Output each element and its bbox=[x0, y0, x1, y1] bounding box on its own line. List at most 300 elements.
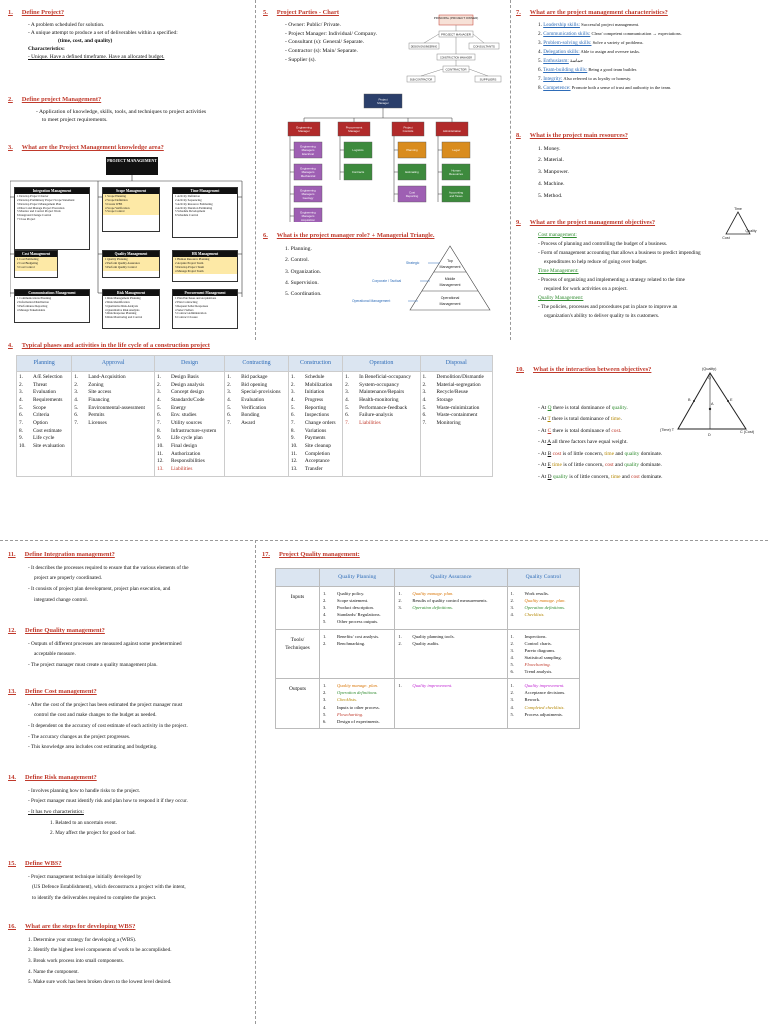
time-title: Time Management: bbox=[538, 267, 579, 274]
org-sub-label: Acquisition bbox=[301, 217, 315, 222]
knowledge-item: 3 Develop Project Management Plan bbox=[17, 201, 62, 206]
quality-item: 5. Flowcharting. bbox=[323, 711, 364, 717]
knowledge-item: 2 Plan Contracting bbox=[175, 300, 198, 305]
section-heading: 7. What are the project management characteristics? bbox=[516, 9, 668, 16]
quality-cell bbox=[320, 587, 395, 630]
section-heading: 16. What are the steps for developing WBS? bbox=[8, 923, 136, 930]
knowledge-item: 4 Direct and Manage Project Execution bbox=[17, 205, 65, 210]
knowledge-item: 3 Request Seller Responses bbox=[175, 303, 209, 308]
text-line: - Process of organizing and implementing a strategy related to the time bbox=[538, 277, 685, 284]
managerial-triangle bbox=[350, 242, 500, 316]
lifecycle-item: 10. Site evaluation bbox=[19, 443, 65, 450]
knowledge-box-title: Procurement Management bbox=[173, 290, 237, 296]
tri-time-label: (Time) T bbox=[660, 428, 675, 432]
lifecycle-header: Contracting bbox=[225, 356, 289, 372]
knowledge-item: 1 Quality Planning bbox=[105, 257, 128, 262]
strategic-label: Strategic bbox=[406, 261, 420, 265]
org-sub-label: Engineering bbox=[300, 166, 316, 171]
org-sub-label: and Taxes bbox=[449, 194, 463, 198]
knowledge-item: 1 Communications Planning bbox=[17, 296, 52, 301]
lifecycle-header: Operation bbox=[343, 356, 420, 372]
quality-table bbox=[275, 568, 580, 729]
knowledge-box bbox=[172, 250, 238, 282]
tri-top2: Management bbox=[439, 265, 461, 269]
knowledge-item: 1 Activity Definition bbox=[175, 194, 200, 199]
knowledge-box bbox=[172, 289, 238, 329]
objectives-triangle bbox=[718, 206, 758, 240]
lifecycle-item: 13. Transfer bbox=[290, 466, 323, 473]
org-sub-label: Planning bbox=[406, 148, 418, 153]
column-divider-right bbox=[510, 0, 511, 340]
tri-quality-label: (Quality) bbox=[702, 367, 717, 371]
quality-item: 2. Control charts. bbox=[510, 640, 552, 646]
section-resources bbox=[516, 131, 764, 202]
knowledge-item: 7 Close Project bbox=[17, 216, 36, 221]
text-line: - Involves planning how to handle risks to the project. bbox=[28, 787, 141, 794]
characteristic-item: 5. Enthusiasm: حماسة bbox=[538, 57, 583, 64]
knowledge-box-title: Integration Management bbox=[15, 188, 89, 194]
lifecycle-item: 1. Design Basis bbox=[156, 374, 199, 380]
resource-item: 2. Material. bbox=[538, 157, 564, 164]
lifecycle-item: 2. Zoning bbox=[74, 381, 104, 388]
org-sub-label: Reporting bbox=[405, 194, 419, 198]
interaction-line: - At B cost is of little concern, time and quality dominate. bbox=[538, 450, 663, 457]
knowledge-box bbox=[14, 187, 90, 250]
section-define-project bbox=[8, 8, 253, 61]
lifecycle-header: Construction bbox=[288, 356, 342, 372]
lifecycle-item: 6. Waste-containment bbox=[422, 412, 478, 419]
lifecycle-item: 7. Change orders bbox=[290, 420, 336, 427]
lifecycle-item: 13. Liabilities bbox=[156, 466, 193, 473]
quality-item: 2. Quality manage. plan. bbox=[510, 598, 566, 604]
party-owner: - Owner: Public/ Private. bbox=[285, 21, 341, 28]
lifecycle-item: 7. Award bbox=[227, 420, 256, 427]
text-line: 1. Related to an uncertain event. bbox=[50, 819, 117, 826]
tri-a: A bbox=[711, 402, 714, 406]
org-sub-label: Managers bbox=[301, 148, 315, 153]
quality-item: 1. Work results. bbox=[510, 591, 549, 596]
section-cost-mgmt bbox=[8, 687, 253, 753]
quality-item: 1. Quality improvement. bbox=[510, 683, 565, 689]
lifecycle-column bbox=[343, 372, 420, 477]
resources-list bbox=[516, 144, 764, 203]
lifecycle-item: 1. A/E Selection bbox=[19, 374, 63, 380]
interaction-line: - At C there is total dominance of cost. bbox=[538, 427, 622, 434]
quality-item: 1. Quality manage. plan. bbox=[398, 591, 454, 596]
lifecycle-item: 6. Failure-analysis bbox=[345, 412, 393, 419]
knowledge-item: 2 Develop Preliminary Project Scope Statement bbox=[17, 198, 75, 203]
quality-item: 1. Quality policy. bbox=[323, 591, 365, 596]
quality-item: 3. Pareto diagrams. bbox=[510, 647, 556, 653]
org-sub-label: Managers bbox=[301, 214, 315, 219]
quality-item: 1. Benefits/ cost analysis. bbox=[323, 633, 380, 639]
quality-row bbox=[276, 679, 580, 729]
section-lifecycle bbox=[8, 341, 508, 354]
quality-item: 4. Statistical sampling. bbox=[510, 654, 562, 660]
section-wbs bbox=[8, 859, 253, 904]
lifecycle-column bbox=[154, 372, 224, 477]
text-line: - After the cost of the project has been estimated the project manager must bbox=[28, 701, 183, 708]
org-sub-label: Geology bbox=[302, 195, 314, 200]
tri-mid2: Management bbox=[439, 283, 461, 287]
quality-cell bbox=[395, 587, 507, 630]
lifecycle-item: 3. Special-provisions bbox=[227, 389, 281, 396]
quality-item: 2. Acceptance decisions. bbox=[510, 690, 566, 696]
text-line: project are properly coordinated. bbox=[34, 575, 102, 582]
role-item: 1. Planning. bbox=[285, 245, 312, 252]
knowledge-item: 4 Quantitative Risk Analysis bbox=[105, 307, 140, 312]
org-head-label: Procurement bbox=[345, 125, 363, 130]
lifecycle-item: 5. Waste-minimization bbox=[422, 404, 480, 411]
quality-item: 1. Quality improvement. bbox=[398, 683, 453, 689]
lifecycle-item: 12. Acceptance bbox=[290, 458, 330, 465]
interaction-line: - At D quality is of little concern, time and cost dominate. bbox=[538, 473, 663, 480]
knowledge-item: 2 Activity Sequencing bbox=[175, 198, 202, 203]
text-line: 2. May affect the project for good or bad. bbox=[50, 830, 136, 837]
text-line: - Form of management accounting that allows a business to predict impending bbox=[538, 249, 701, 256]
lifecycle-item: 7. Option bbox=[19, 420, 48, 427]
party-suppliers: SUPPLIERS bbox=[479, 77, 497, 82]
tri-time: Time bbox=[734, 207, 742, 211]
text-line: required for work activities on a project. bbox=[544, 286, 628, 293]
knowledge-item: 5 Monitor and Control Project Work bbox=[17, 209, 61, 214]
party-contractor: - Contractor (s): Main/ Separate. bbox=[285, 48, 358, 55]
quality-item: 2. Results of quality control measurements. bbox=[398, 598, 488, 604]
text-line: - Process of planning and controlling the budget of a business. bbox=[538, 240, 668, 247]
quality-item: 3. Product description. bbox=[323, 605, 374, 611]
text-line: - This knowledge area includes cost estimating and budgeting. bbox=[28, 744, 158, 751]
text-line: - The project manager must create a quality management plan. bbox=[28, 661, 158, 668]
lifecycle-item: 8. Infrastructure-system bbox=[156, 427, 217, 434]
knowledge-item: 5 Risk Response Planning bbox=[105, 311, 137, 316]
section-heading: 6. What is the project manager role? + Managerial Triangle. bbox=[263, 232, 435, 239]
tri-q: Q bbox=[708, 376, 711, 380]
lifecycle-header: Planning bbox=[17, 356, 72, 372]
knowledge-box-title: Cost Management bbox=[15, 251, 57, 257]
lifecycle-item: 2. System-occupancy bbox=[345, 381, 400, 388]
org-sub-label: Logistics bbox=[352, 148, 364, 153]
tri-low2: Management bbox=[439, 302, 461, 306]
lifecycle-item: 1. Land-Acquisition bbox=[74, 374, 126, 380]
section-heading: 2. Define project Management? bbox=[8, 96, 102, 103]
party-cm: CONSTRUCTION MANAGER bbox=[439, 56, 473, 60]
characteristic-item: 8. Competence: Promote both a sense of trust and authority in the team. bbox=[538, 85, 672, 92]
role-item: 2. Control. bbox=[285, 257, 310, 264]
quality-item: 3. Checklists. bbox=[323, 697, 358, 703]
lifecycle-item: 6. Inspections bbox=[290, 412, 330, 419]
knowledge-item: 1 Scope Planning bbox=[105, 194, 126, 199]
party-pm-box: PROJECT MANAGER bbox=[441, 32, 471, 37]
org-head-label: Engineering bbox=[296, 125, 312, 130]
text-line: 4. Name the component. bbox=[28, 968, 79, 975]
lifecycle-item: 6. Bonding bbox=[227, 412, 260, 419]
lifecycle-item: 1. Bid package bbox=[227, 374, 268, 380]
knowledge-item: 3 Performance Reporting bbox=[17, 303, 48, 308]
section-heading: 4. Typical phases and activities in the life cycle of a construction project bbox=[8, 342, 210, 349]
text-line: - It describes the processes required to ensure that the various elements of the bbox=[28, 564, 189, 571]
interaction-line: - At A all three factors have equal weight. bbox=[538, 439, 628, 446]
quality-title: Quality Management: bbox=[538, 295, 584, 302]
resource-item: 5. Method. bbox=[538, 192, 563, 199]
knowledge-item: 6 Contract Closure bbox=[175, 315, 198, 320]
party-consultant: - Consultant (s): General/ Separate. bbox=[285, 39, 365, 46]
text-line: - The policies, processes and procedures put in place to improve an bbox=[538, 304, 678, 311]
lifecycle-column bbox=[420, 372, 492, 477]
lifecycle-item: 9. Payments bbox=[290, 435, 326, 442]
knowledge-area-diagram bbox=[10, 157, 248, 329]
section-heading: 11. Define Integration management? bbox=[8, 551, 115, 558]
lifecycle-item: 1. In Beneficial-occupancy bbox=[345, 374, 412, 380]
section-heading: 9. What are the project management objectives? bbox=[516, 219, 656, 226]
lifecycle-item: 3. Recycle/Reuse bbox=[422, 389, 469, 396]
org-sub-label: Legal bbox=[452, 148, 460, 153]
lifecycle-item: 2. Design analysis bbox=[156, 381, 205, 388]
party-consultants: CONSULTANTS bbox=[473, 44, 495, 49]
lifecycle-item: 4. Progress bbox=[290, 397, 324, 404]
text-line: to meet project requirements. bbox=[42, 117, 108, 123]
section-heading: 3. What are the Project Management knowledge area? bbox=[8, 144, 164, 151]
quality-item: 5. Flowcharting. bbox=[510, 661, 551, 667]
quality-header: Quality Planning bbox=[320, 569, 395, 587]
org-head-label: Manager bbox=[298, 129, 310, 133]
knowledge-item: 4 Scope Verification bbox=[105, 205, 130, 210]
section-heading: 14. Define Risk management? bbox=[8, 774, 97, 781]
lifecycle-item: 2. Material-segregation bbox=[422, 381, 481, 388]
cost-title: Cost management: bbox=[538, 231, 577, 238]
tri-cost-label: C (Cost) bbox=[740, 430, 755, 434]
lifecycle-item: 5. Performance-feedback bbox=[345, 404, 408, 411]
role-item: 4. Supervision. bbox=[285, 279, 319, 286]
knowledge-item: 3 Perform Quality Control bbox=[105, 264, 137, 269]
knowledge-item: 2 Perform Quality Assurance bbox=[105, 261, 140, 266]
lifecycle-item: 2. Bid opening bbox=[227, 381, 268, 388]
lifecycle-header: Disposal bbox=[420, 356, 492, 372]
quality-item: 4. Inputs to other process. bbox=[323, 704, 380, 710]
characteristic-item: 1. Leadership skills: Successful project management. bbox=[538, 21, 640, 28]
lifecycle-item: 4. Requirements bbox=[19, 397, 63, 404]
lifecycle-item: 5. Reporting bbox=[290, 404, 327, 411]
lifecycle-item: 4. Storage bbox=[422, 397, 453, 404]
knowledge-item: 2 Cost Budgeting bbox=[17, 261, 39, 266]
quality-cell bbox=[395, 679, 507, 729]
lifecycle-item: 8. Cost estimate bbox=[19, 427, 62, 434]
knowledge-box bbox=[14, 250, 58, 278]
org-sub-label: Mechanical bbox=[300, 173, 316, 178]
knowledge-box-title: Risk Management bbox=[103, 290, 159, 296]
party-sub: SUB-CONTRACTOR bbox=[409, 78, 433, 82]
section-project-quality bbox=[262, 550, 582, 563]
lifecycle-header: Approval bbox=[72, 356, 155, 372]
section-heading: 12. Define Quality management? bbox=[8, 627, 105, 634]
quality-item: 4. Checklists. bbox=[510, 612, 545, 618]
knowledge-item: 5 Scope Control bbox=[105, 209, 125, 214]
lifecycle-column bbox=[17, 372, 72, 477]
knowledge-item: 1 Human Resource Planning bbox=[175, 257, 210, 262]
lifecycle-item: 5. Energy bbox=[156, 404, 187, 411]
lifecycle-item: 5. Scope bbox=[19, 404, 46, 411]
quality-cell bbox=[507, 679, 579, 729]
resource-item: 1. Money. bbox=[538, 145, 561, 152]
lifecycle-item: 6. Permits bbox=[74, 412, 105, 419]
lifecycle-item: 4. Financing bbox=[74, 397, 110, 404]
section-pm-characteristics bbox=[516, 8, 764, 93]
interaction-line: - At Q there is total dominance of quality. bbox=[538, 405, 628, 411]
text-line: - Outputs of different processes are measured against some predetermined bbox=[28, 640, 182, 647]
knowledge-item: 1 Plan Purchases and Acquisitions bbox=[175, 296, 217, 301]
section-heading: 13. Define Cost management? bbox=[8, 688, 97, 695]
org-sub-label: Electrical bbox=[302, 151, 314, 156]
quality-cell bbox=[320, 629, 395, 679]
knowledge-item: 4 Activity Duration Estimating bbox=[175, 205, 213, 210]
text-line: expenditures to help reduce of going over budget. bbox=[544, 258, 648, 265]
text-line: - Unique. Have a defined timeframe. Have an allocated budget. bbox=[28, 54, 165, 61]
lifecycle-item: 7. Liabilities bbox=[345, 420, 381, 427]
section-heading: 15. Define WBS? bbox=[8, 860, 62, 867]
tactical-label: Corporate / Tactical bbox=[372, 279, 402, 283]
text-line: integrated change control. bbox=[34, 596, 89, 603]
section-heading: 8. What is the project main resources? bbox=[516, 132, 628, 139]
section-knowledge-areas bbox=[8, 143, 253, 156]
quality-item: 6. Trend analysis. bbox=[510, 669, 553, 675]
org-sub-label: Cost bbox=[409, 190, 415, 195]
role-item: 3. Organization. bbox=[285, 268, 322, 275]
section-define-pm bbox=[8, 95, 253, 124]
quality-item: 4. Standards/ Regulations. bbox=[323, 612, 381, 618]
lifecycle-item: 5. Environmental-assessment bbox=[74, 404, 146, 411]
resource-item: 3. Manpower. bbox=[538, 169, 569, 176]
quality-header: Quality Assurance bbox=[395, 569, 507, 587]
lifecycle-item: 2. Threat bbox=[19, 381, 47, 388]
lifecycle-column bbox=[225, 372, 289, 477]
knowledge-box bbox=[172, 187, 238, 238]
text-line: 2. Identify the highest level components of work to be accomplished. bbox=[28, 947, 172, 954]
knowledge-item: 3 Develop Project Team bbox=[175, 264, 204, 269]
knowledge-item: 5 Schedule Development bbox=[175, 209, 206, 214]
lifecycle-column bbox=[288, 372, 342, 477]
knowledge-box-title: Scope Management bbox=[103, 188, 159, 194]
org-sub-label: Managers bbox=[301, 170, 315, 175]
characteristic-item: 2. Communication skills: Clear/ competent communication → expectations. bbox=[538, 30, 682, 37]
tri-d: D bbox=[708, 433, 711, 437]
lifecycle-item: 3. Initiation bbox=[290, 389, 325, 396]
tri-low: Operational bbox=[440, 296, 460, 300]
lifecycle-item: 4. Health-monitoring bbox=[345, 397, 399, 404]
quality-item: 3. Operation definitions. bbox=[510, 605, 566, 611]
knowledge-box-title: HR Management bbox=[173, 251, 237, 257]
lifecycle-table bbox=[16, 355, 493, 477]
text-line: - It consists of project plan development, project plan execution, and bbox=[28, 585, 171, 592]
lifecycle-item: 4. Standards/Code bbox=[156, 397, 205, 404]
lifecycle-item: 3. Concept design bbox=[156, 389, 204, 396]
party-design: DESIGN ENGINEERING bbox=[410, 45, 438, 49]
org-sub-label: Estimating bbox=[405, 170, 419, 175]
tri-quality: Quality bbox=[745, 229, 757, 233]
lifecycle-item: 5. Verification bbox=[227, 404, 267, 411]
org-head-label: Administration bbox=[442, 129, 462, 133]
section-heading: 1. Define Project? bbox=[8, 9, 65, 16]
quality-item: 2. Scope statement. bbox=[323, 598, 369, 604]
knowledge-item: 3 Qualitative Risk Analysis bbox=[105, 303, 138, 308]
lifecycle-header: Design bbox=[154, 356, 224, 372]
text-line: 1. Determine your strategy for developing a (WBS). bbox=[28, 936, 137, 943]
tri-mid: Middle bbox=[444, 277, 456, 281]
lifecycle-item: 1. Schedule bbox=[290, 374, 325, 380]
text-line: - Project management technique initially developed by bbox=[28, 873, 142, 880]
quality-row-header: Inputs bbox=[276, 587, 320, 630]
knowledge-item: 5 Contract Administration bbox=[175, 311, 207, 316]
quality-cell bbox=[507, 629, 579, 679]
knowledge-box-title: Quality Management bbox=[103, 251, 159, 257]
section-quality-mgmt bbox=[8, 626, 253, 671]
text-line: control the cost and make changes to the budget as needed. bbox=[34, 712, 157, 719]
knowledge-item: 1 Risk Management Planning bbox=[105, 296, 141, 301]
quality-item: 6. Design of experiments. bbox=[323, 718, 380, 724]
characteristic-item: 4. Delegation skills: Able to assign and oversee tasks. bbox=[538, 48, 641, 55]
lifecycle-item: 3. Maintenance/Repairs bbox=[345, 389, 405, 396]
text-line: - Application of knowledge, skills, tools, and techniques to project activities bbox=[36, 108, 207, 115]
text-line: 5. Make sure work has been broken down to the lowest level desired. bbox=[28, 979, 172, 986]
section-integration bbox=[8, 550, 253, 605]
quality-header: Quality Control bbox=[507, 569, 579, 587]
text-line: - It has two characteristics: bbox=[28, 808, 84, 815]
knowledge-item: 6 Schedule Control bbox=[175, 213, 199, 218]
lifecycle-item: 9. Life cycle bbox=[19, 435, 55, 442]
role-item: 5. Coordination. bbox=[285, 291, 322, 298]
section-divider bbox=[0, 540, 768, 541]
section-risk-mgmt bbox=[8, 773, 253, 839]
text-line: acceptable measure. bbox=[34, 651, 76, 658]
resource-item: 4. Machine. bbox=[538, 180, 565, 187]
lifecycle-item: 11. Authorization bbox=[156, 450, 201, 457]
quality-item: 2. Benchmarking. bbox=[323, 640, 366, 646]
lifecycle-item: 12. Responsibilities bbox=[156, 458, 205, 465]
text-line: - It dependent on the accuracy of cost estimate of each activity in the project. bbox=[28, 722, 188, 729]
tri-e: E bbox=[730, 398, 733, 402]
party-principal: PRINCIPAL (PROJECT OWNER) bbox=[433, 16, 479, 20]
lifecycle-item: 6. Env. studies bbox=[156, 412, 197, 419]
knowledge-item: 1 Develop Project Charter bbox=[17, 194, 49, 199]
knowledge-item: 4 Manage Project Team bbox=[175, 268, 204, 273]
lifecycle-item: 7. Licenses bbox=[74, 420, 107, 427]
text-line: (time, cost, and quality) bbox=[58, 37, 113, 44]
quality-item: 1. Quality manage. plan. bbox=[323, 683, 379, 689]
column-divider-left bbox=[255, 0, 256, 340]
quality-cell bbox=[320, 679, 395, 729]
knowledge-box bbox=[102, 250, 160, 278]
lifecycle-item: 4. Evaluation bbox=[227, 397, 265, 404]
quality-item: 2. Operation definitions. bbox=[323, 690, 378, 696]
quality-row-header: Outputs bbox=[276, 679, 320, 729]
knowledge-item: 2 Acquire Project Team bbox=[175, 261, 204, 266]
section-heading: 17. Project Quality management: bbox=[262, 551, 360, 558]
characteristic-item: 7. Integrity: Also referred to as loyalty or honesty. bbox=[538, 76, 632, 83]
interaction-lines bbox=[538, 403, 738, 483]
project-parties-chart bbox=[405, 14, 505, 88]
party-supplier: - Supplier (s). bbox=[285, 57, 316, 64]
lifecycle-item: 8. Variations bbox=[290, 427, 327, 434]
org-sub-label: Engineering bbox=[300, 188, 316, 193]
lifecycle-item: 2. Mobilization bbox=[290, 381, 333, 388]
knowledge-item: 4 Manage Stakeholders bbox=[17, 307, 46, 312]
quality-item: 3. Rework. bbox=[510, 697, 541, 703]
org-sub-label: Engineering bbox=[300, 210, 316, 215]
text-line: to identify the deliverables required to complete the project. bbox=[32, 894, 157, 901]
knowledge-box bbox=[102, 187, 160, 232]
knowledge-item: 2 Information Distribution bbox=[17, 300, 49, 305]
characteristic-item: 6. Team-building skills: Being a good team builder. bbox=[538, 67, 638, 74]
lifecycle-item: 10. Site cleanup bbox=[290, 443, 331, 450]
text-line: 3. Break work process into small components. bbox=[28, 957, 124, 964]
